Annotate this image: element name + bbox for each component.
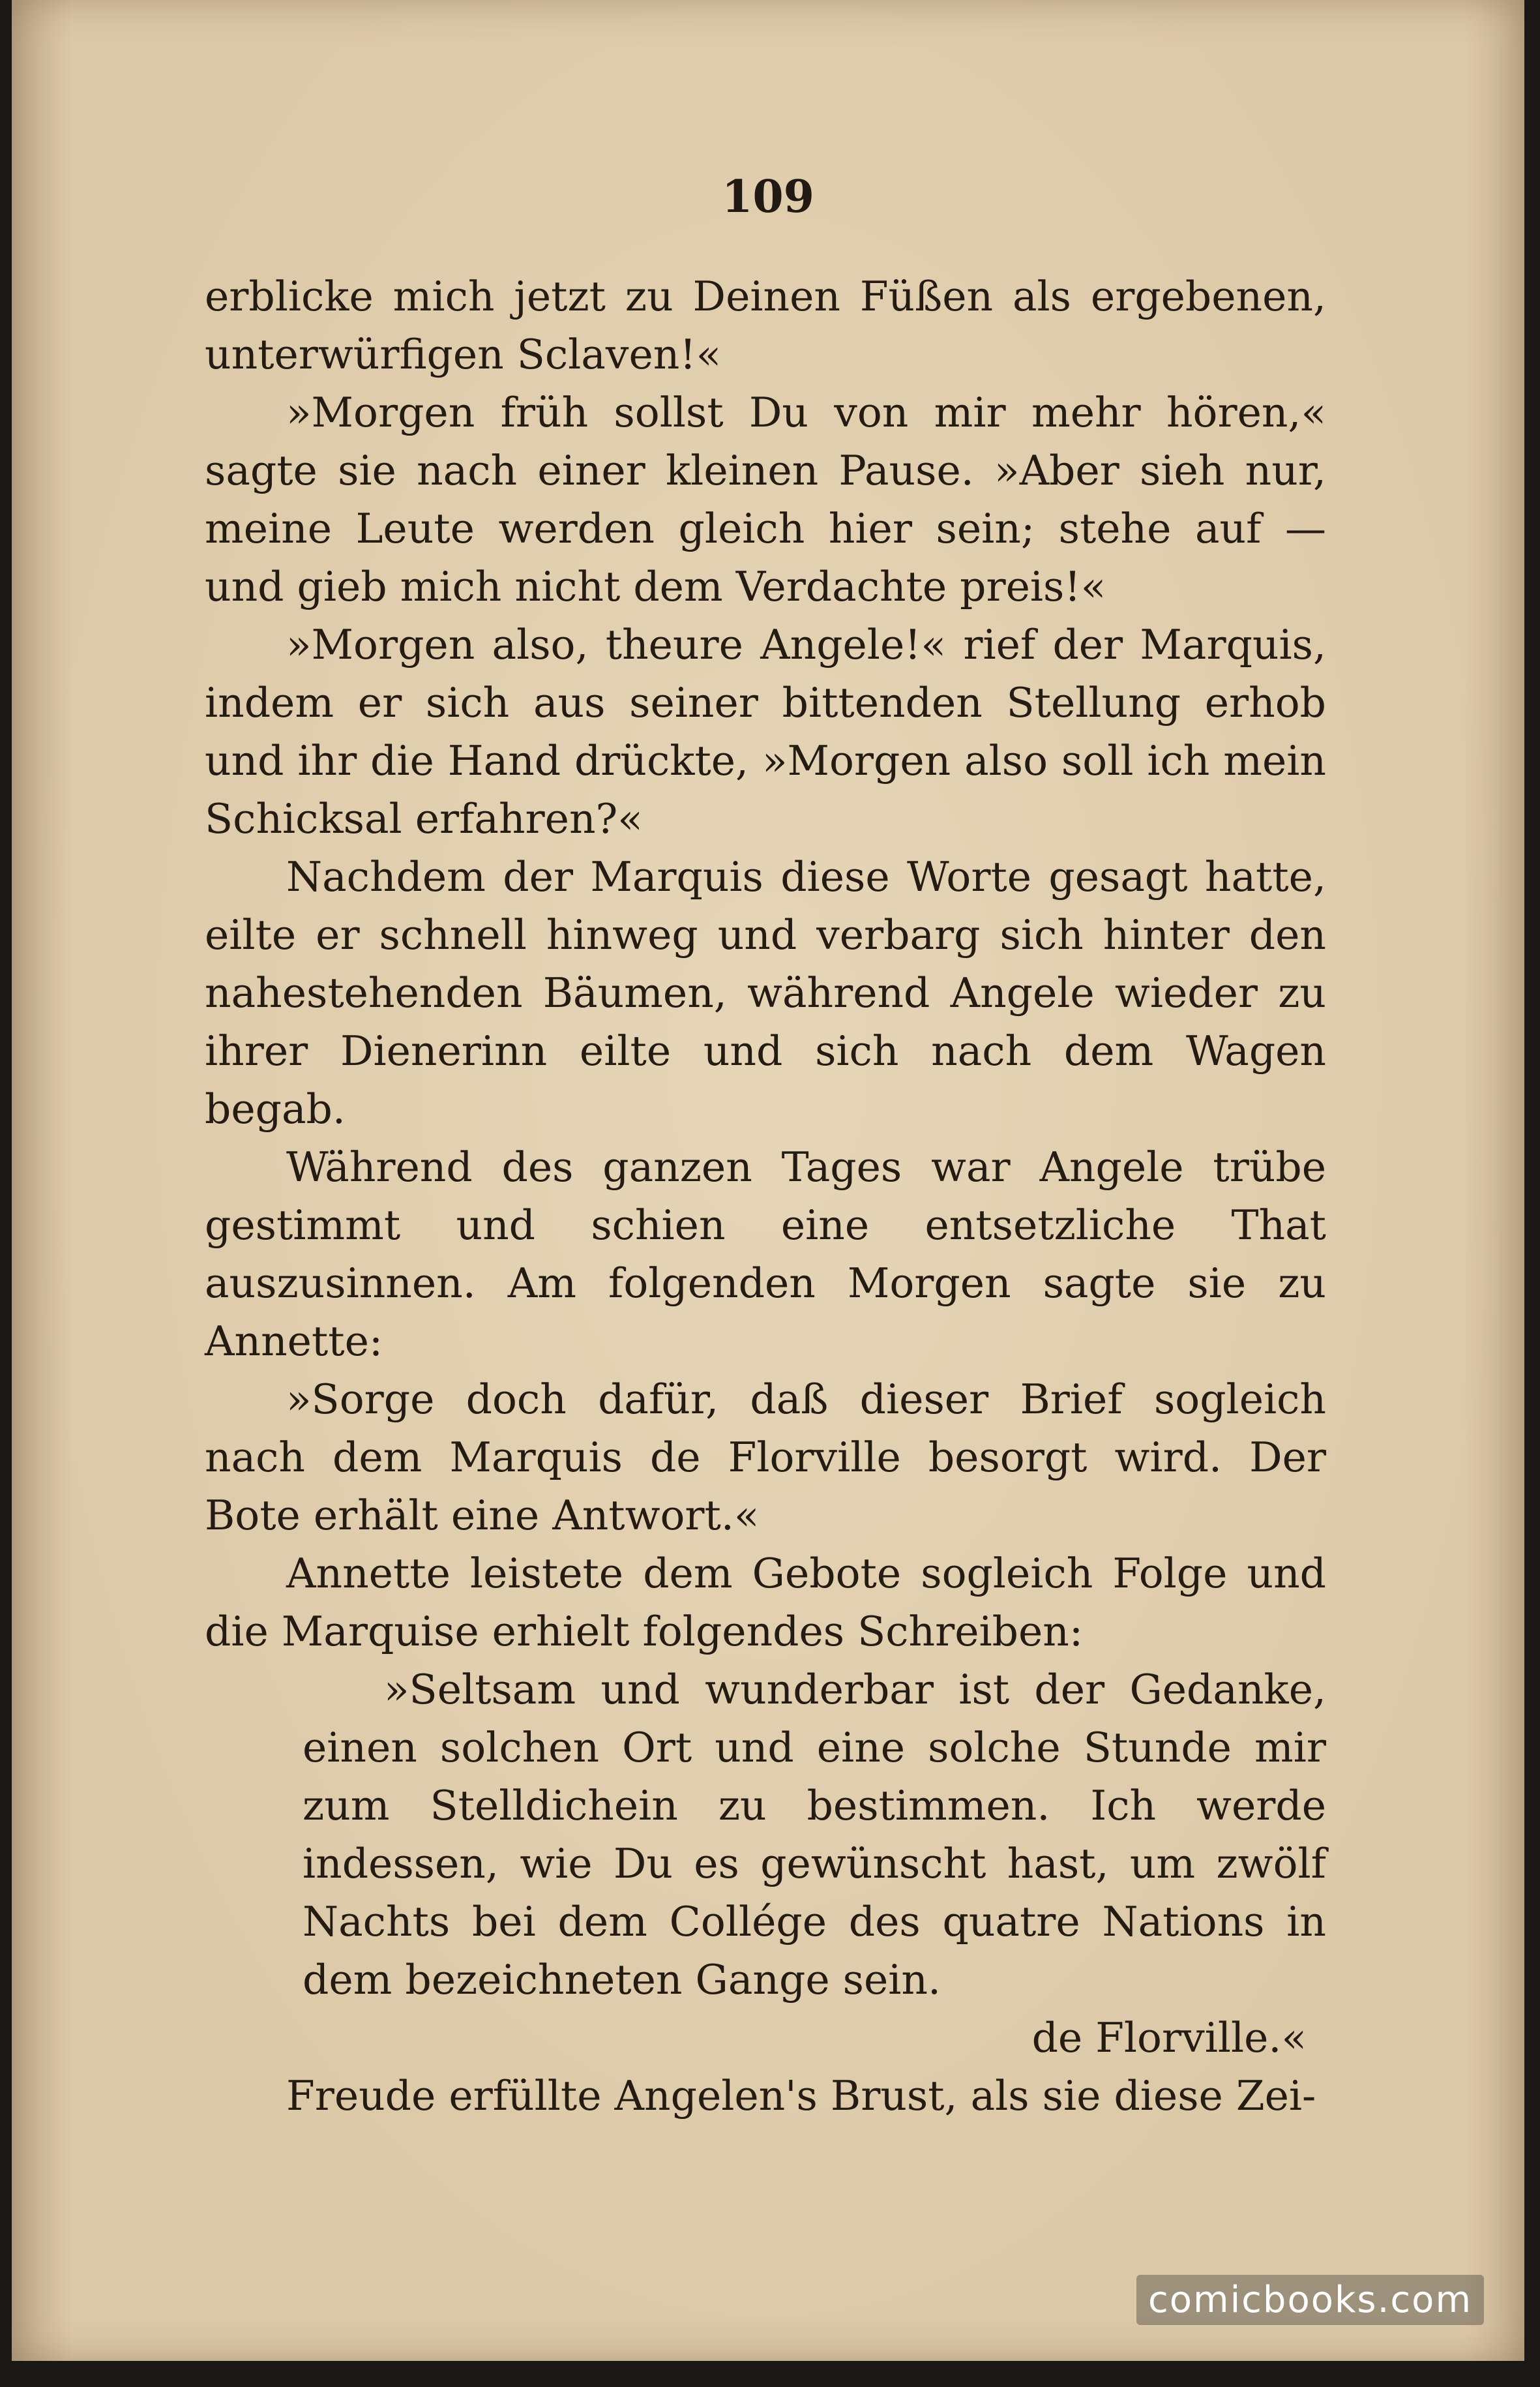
paragraph-2: »Morgen früh sollst Du von mir mehr hören,« sagte sie nach einer kleinen Pause. »Aber sieh nur, meine Leute werden gleich hier sein; stehe auf — und gieb mich nicht dem Verdachte preis!« xyxy=(205,389,1326,610)
closing-line: Freude erfüllte Angelen's Brust, als sie diese Zei- xyxy=(286,2072,1316,2120)
paragraph-1: erblicke mich jetzt zu Deinen Füßen als ergebenen, unterwürfigen Sclaven!« xyxy=(205,273,1326,378)
letter-body: »Seltsam und wunderbar ist der Gedanke, einen solchen Ort und eine solche Stunde mir zum Stelldichein zu bestimmen. Ich werde indessen, wie Du es gewünscht hast, um zwölf Nachts bei dem Collége des quatre Nations in dem bezeichneten Gange sein. xyxy=(303,1666,1326,2004)
book-page xyxy=(12,0,1524,2361)
body-text xyxy=(205,267,1326,2125)
paragraph-6: »Sorge doch dafür, daß dieser Brief sogleich nach dem Marquis de Florville besorgt wird. Der Bote erhält eine Antwort.« xyxy=(205,1375,1326,1539)
letter-signature: de Florville.« xyxy=(1031,2014,1307,2062)
quoted-letter xyxy=(303,1660,1326,2067)
paragraph-7: Annette leistete dem Gebote sogleich Folge und die Marquise erhielt folgendes Schreiben: xyxy=(205,1550,1326,1655)
page-number: 109 xyxy=(722,171,814,223)
paragraph-3: »Morgen also, theure Angele!« rief der Marquis, indem er sich aus seiner bittenden Stellung erhob und ihr die Hand drückte, »Morgen also soll ich mein Schicksal erfahren?« xyxy=(205,621,1326,843)
watermark-logo: comicbooks.com xyxy=(1136,2275,1484,2325)
paragraph-5: Während des ganzen Tages war Angele trübe gestimmt und schien eine entsetzliche That auszusinnen. Am folgenden Morgen sagte sie zu Annette: xyxy=(205,1143,1326,1365)
paragraph-4: Nachdem der Marquis diese Worte gesagt hatte, eilte er schnell hinweg und verbarg sich hinter den nahestehenden Bäumen, während Angele wieder zu ihrer Dienerinn eilte und sich nach dem Wagen begab. xyxy=(205,853,1326,1133)
